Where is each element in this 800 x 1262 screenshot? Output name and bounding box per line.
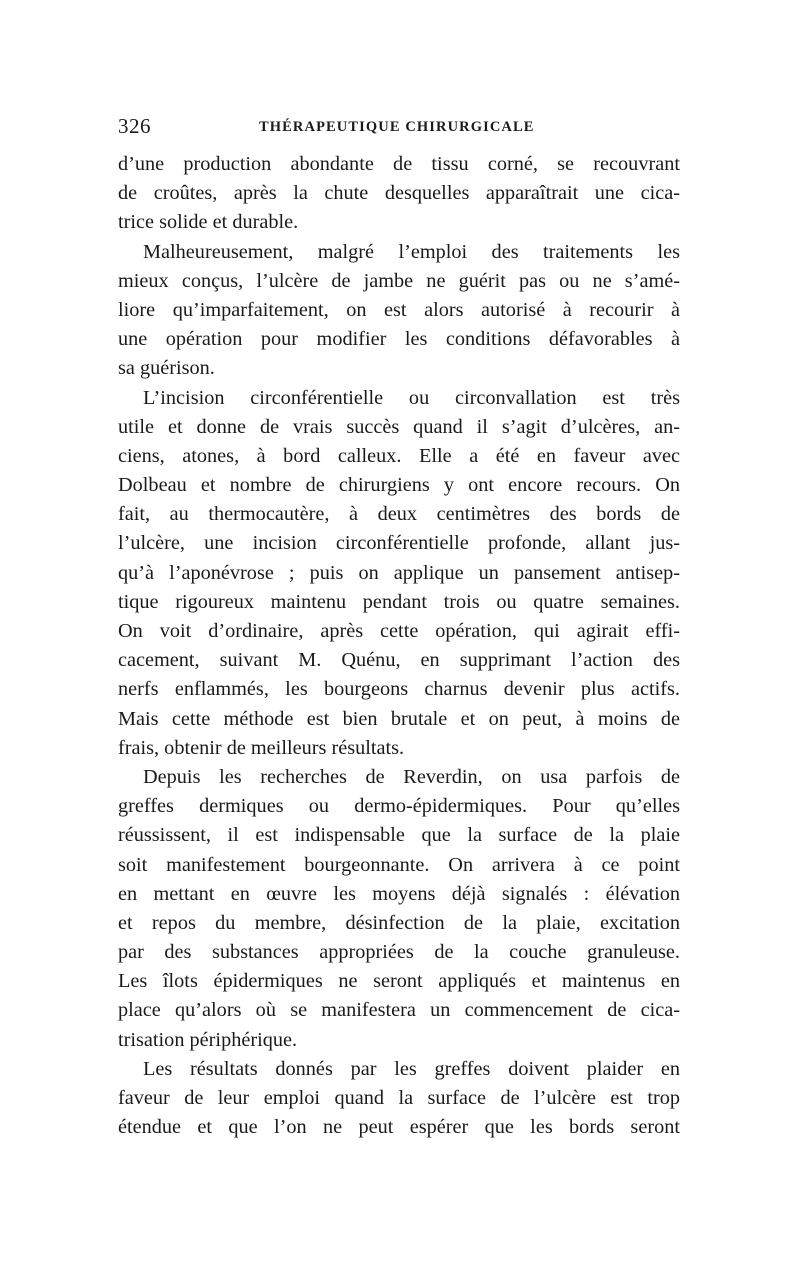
paragraph-start: Les résultats donnés par les greffes doivent plaider en bbox=[143, 1057, 680, 1080]
text-line: frais, obtenir de meilleurs résultats. bbox=[118, 736, 405, 759]
text-line: Les îlots épidermiques ne seront appliqués et maintenus en bbox=[118, 970, 680, 993]
text-line: nerfs enflammés, les bourgeons charnus devenir plus actifs. bbox=[118, 678, 680, 701]
text-line: de croûtes, après la chute desquelles apparaîtrait une cica- bbox=[118, 182, 680, 205]
text-line: place qu’alors où se manifestera un commencement de cica- bbox=[118, 999, 680, 1022]
text-line: faveur de leur emploi quand la surface de l’ulcère est trop bbox=[118, 1087, 680, 1109]
text-line: mieux conçus, l’ulcère de jambe ne guérit pas ou ne s’amé- bbox=[118, 269, 680, 292]
text-line: soit manifestement bourgeonnante. On arrivera à ce point bbox=[118, 853, 680, 876]
text-line: une opération pour modifier les conditions défavorables à bbox=[118, 328, 680, 351]
text-line: liore qu’imparfaitement, on est alors autorisé à recourir à bbox=[118, 298, 680, 321]
text-line: Dolbeau et nombre de chirurgiens y ont encore recours. On bbox=[118, 474, 680, 497]
page-number: 326 bbox=[118, 114, 151, 138]
text-line: tique rigoureux maintenu pendant trois ou quatre semaines. bbox=[118, 590, 680, 613]
page-header bbox=[118, 114, 680, 144]
paragraph-start: L’incision circonférentielle ou circonvallation est très bbox=[143, 386, 680, 409]
text-line: fait, au thermocautère, à deux centimètres des bords de bbox=[118, 503, 680, 526]
text-line: et repos du membre, désinfection de la plaie, excitation bbox=[118, 911, 680, 934]
text-line: ciens, atones, à bord calleux. Elle a été en faveur avec bbox=[118, 444, 680, 467]
text-line: réussissent, il est indispensable que la surface de la plaie bbox=[118, 824, 680, 847]
text-line: trisation périphérique. bbox=[118, 1028, 298, 1051]
running-head: THÉRAPEUTIQUE CHIRURGICALE bbox=[259, 119, 535, 135]
text-line: par des substances appropriées de la couche granuleuse. bbox=[118, 941, 680, 964]
text-line: en mettant en œuvre les moyens déjà signalés : élévation bbox=[118, 882, 680, 905]
text-line: Mais cette méthode est bien brutale et on peut, à moins de bbox=[118, 707, 680, 730]
body-text bbox=[118, 150, 680, 1142]
text-line: greffes dermiques ou dermo-épidermiques. Pour qu’elles bbox=[118, 795, 680, 818]
paragraph-start: Malheureusement, malgré l’emploi des traitements les bbox=[143, 240, 680, 263]
text-line: qu’à l’aponévrose ; puis on applique un pansement antisep- bbox=[118, 561, 680, 584]
text-line: On voit d’ordinaire, après cette opération, qui agirait effi- bbox=[118, 620, 680, 642]
text-line: sa guérison. bbox=[118, 357, 215, 380]
text-line: étendue et que l’on ne peut espérer que les bords seront bbox=[118, 1116, 680, 1139]
text-line: trice solide et durable. bbox=[118, 211, 299, 234]
text-line: l’ulcère, une incision circonférentielle profonde, allant jus- bbox=[118, 532, 680, 555]
text-line: d’une production abondante de tissu corné, se recouvrant bbox=[118, 153, 680, 175]
paragraph-start: Depuis les recherches de Reverdin, on usa parfois de bbox=[143, 765, 680, 788]
text-line: utile et donne de vrais succès quand il s’agit d’ulcères, an- bbox=[118, 415, 680, 438]
text-line: cacement, suivant M. Quénu, en supprimant l’action des bbox=[118, 649, 680, 672]
